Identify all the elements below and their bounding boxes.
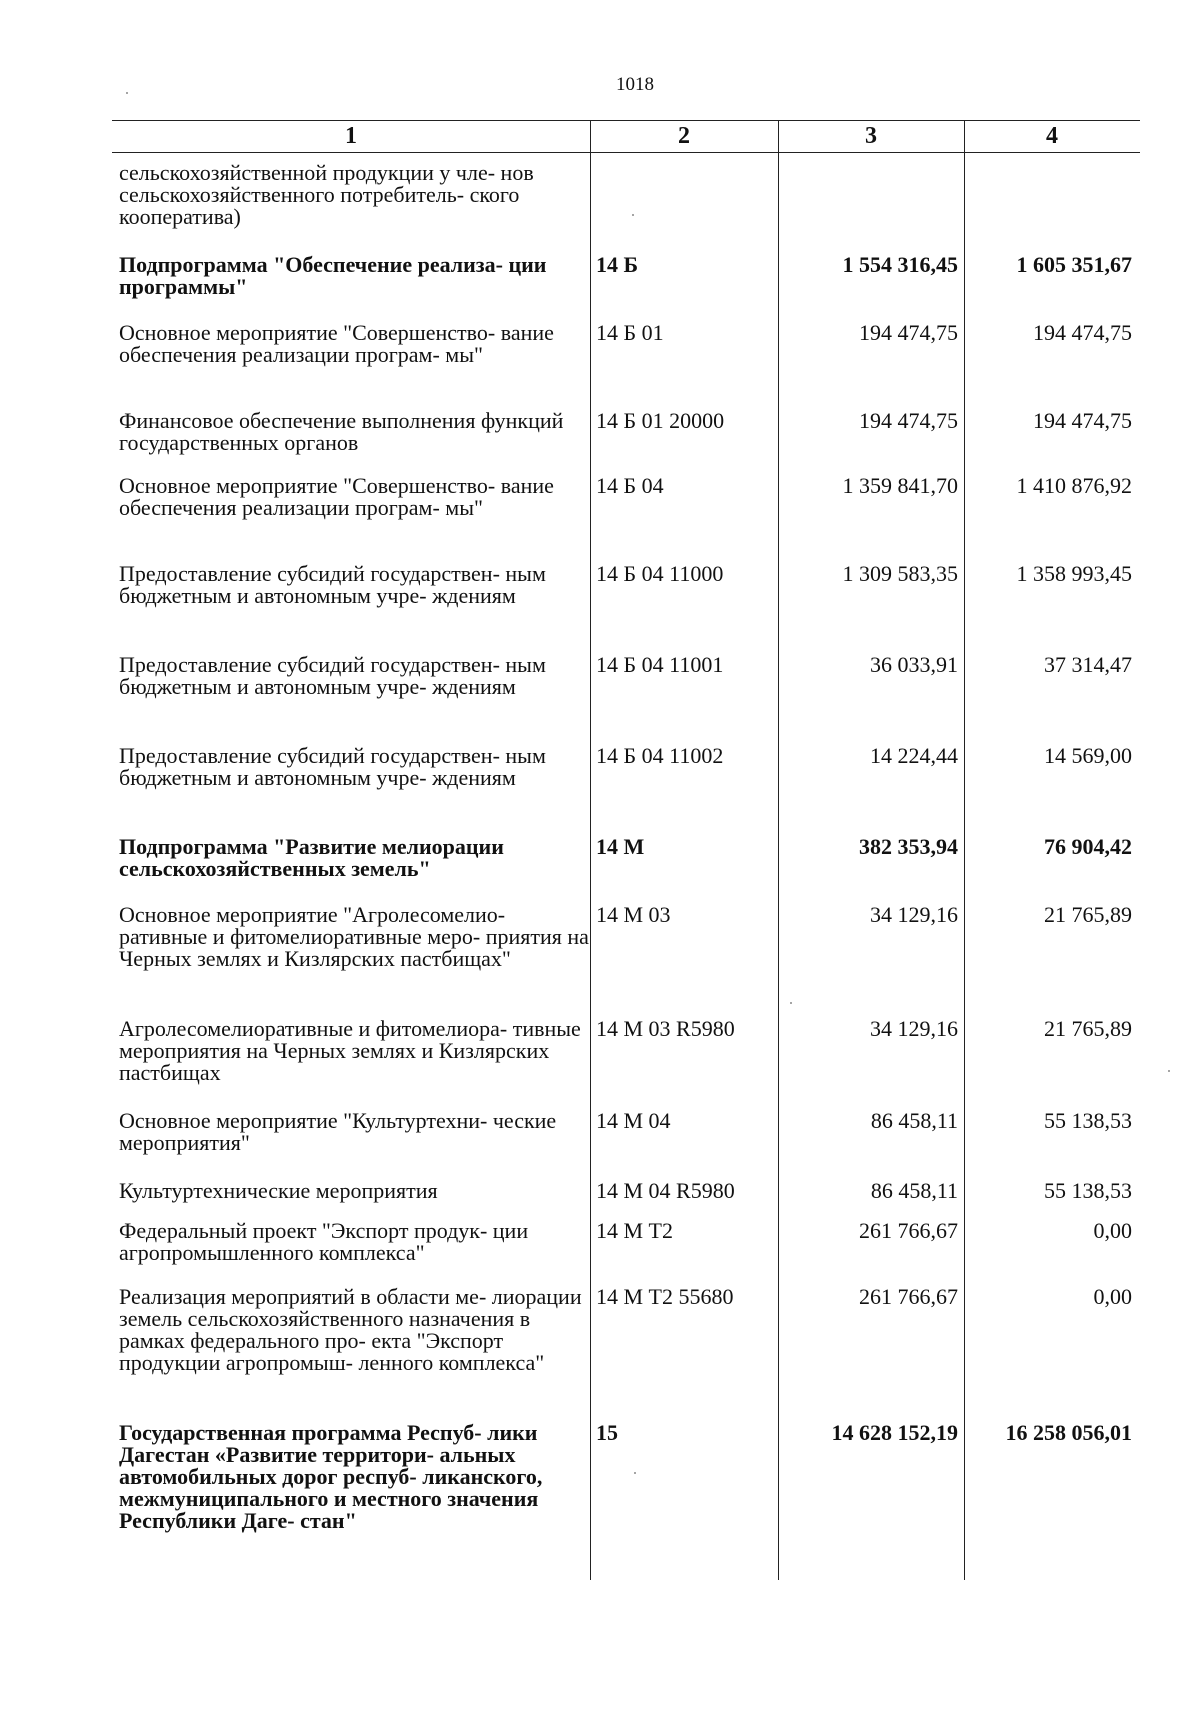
scan-speck	[1168, 1070, 1170, 1072]
row-value-4: 55 138,53	[1044, 1108, 1132, 1133]
row-code: 14 М 04	[596, 1108, 671, 1133]
column-header-4: 4	[1046, 123, 1058, 149]
row-name: Подпрограмма "Обеспечение реализа- ции программы"	[119, 252, 547, 299]
row-code: 14 Б 01 20000	[596, 408, 725, 433]
row-name: Основное мероприятие "Совершенство- вание обеспечения реализации програм- мы"	[119, 473, 554, 520]
row-value-3: 1 554 316,45	[842, 252, 958, 277]
header-bottom-rule	[112, 152, 1140, 153]
row-code: 14 М 04 R5980	[596, 1178, 735, 1203]
row-value-3: 34 129,16	[870, 902, 958, 927]
row-value-4: 14 569,00	[1044, 743, 1132, 768]
row-code: 14 Б 04	[596, 473, 664, 498]
row-value-3: 14 224,44	[870, 743, 958, 768]
row-value-3: 194 474,75	[859, 408, 958, 433]
row-value-4: 16 258 056,01	[1005, 1420, 1132, 1445]
row-value-3: 36 033,91	[870, 652, 958, 677]
row-value-3: 194 474,75	[859, 320, 958, 345]
row-value-3: 261 766,67	[859, 1218, 958, 1243]
row-value-4: 37 314,47	[1044, 652, 1132, 677]
row-value-4: 1 410 876,92	[1016, 473, 1132, 498]
row-code: 14 Б 04 11002	[596, 743, 724, 768]
row-value-4: 0,00	[1093, 1218, 1132, 1243]
row-value-4: 0,00	[1093, 1284, 1132, 1309]
row-name: Государственная программа Респуб- лики Дагестан «Развитие территори- альных автомобильных дорог респуб- ликанского, межмуниципального и местного значения Республики Даге- стан"	[119, 1420, 543, 1533]
row-value-3: 1 309 583,35	[842, 561, 958, 586]
row-value-4: 55 138,53	[1044, 1178, 1132, 1203]
row-code: 14 Б 04 11001	[596, 652, 724, 677]
column-divider	[964, 120, 965, 1580]
row-code: 15	[596, 1420, 618, 1445]
row-code: 14 Б 04 11000	[596, 561, 724, 586]
row-name: Предоставление субсидий государствен- ным бюджетным и автономным учре- ждениям	[119, 561, 546, 608]
row-name: Основное мероприятие "Совершенство- вание обеспечения реализации програм- мы"	[119, 320, 554, 367]
scan-speck	[790, 1002, 792, 1004]
row-code: 14 М Т2 55680	[596, 1284, 734, 1309]
row-name: Федеральный проект "Экспорт продук- ции агропромышленного комплекса"	[119, 1218, 529, 1265]
budget-table	[112, 120, 1140, 1580]
row-name: Финансовое обеспечение выполнения функций государственных органов	[119, 408, 564, 455]
row-value-4: 21 765,89	[1044, 1016, 1132, 1041]
row-code: 14 Б	[596, 252, 639, 277]
row-value-3: 14 628 152,19	[831, 1420, 958, 1445]
row-value-4: 1 358 993,45	[1016, 561, 1132, 586]
row-value-4: 1 605 351,67	[1016, 252, 1132, 277]
row-value-3: 34 129,16	[870, 1016, 958, 1041]
scan-speck	[634, 1472, 636, 1474]
row-value-4: 194 474,75	[1033, 408, 1132, 433]
row-value-3: 86 458,11	[870, 1178, 958, 1203]
row-name: Основное мероприятие "Культуртехни- ческие мероприятия"	[119, 1108, 557, 1155]
row-value-3: 261 766,67	[859, 1284, 958, 1309]
row-code: 14 М	[596, 834, 645, 859]
row-code: 14 Б 01	[596, 320, 664, 345]
column-header-3: 3	[865, 123, 877, 149]
column-header-1: 1	[345, 123, 357, 149]
row-code: 14 М 03 R5980	[596, 1016, 735, 1041]
row-name: Подпрограмма "Развитие мелиорации сельскохозяйственных земель"	[119, 834, 504, 881]
row-value-4: 194 474,75	[1033, 320, 1132, 345]
row-value-4: 76 904,42	[1044, 834, 1132, 859]
row-value-4: 21 765,89	[1044, 902, 1132, 927]
scan-speck	[632, 214, 634, 216]
row-code: 14 М 03	[596, 902, 671, 927]
row-name: Культуртехнические мероприятия	[119, 1178, 438, 1203]
column-header-2: 2	[678, 123, 690, 149]
scan-speck	[126, 92, 128, 94]
column-divider	[590, 120, 591, 1580]
row-name: Предоставление субсидий государствен- ным бюджетным и автономным учре- ждениям	[119, 652, 546, 699]
row-name: Реализация мероприятий в области ме- лиорации земель сельскохозяйственного назначения в рамках федерального про- екта "Экспорт продукции агропромыш- ленного комплекса"	[119, 1284, 582, 1375]
page-number: 1018	[616, 74, 654, 95]
row-code: 14 М Т2	[596, 1218, 673, 1243]
row-name: Основное мероприятие "Агролесомелио- ративные и фитомелиоративные меро- приятия на Черных землях и Кизлярских пастбищах"	[119, 902, 589, 971]
row-value-3: 1 359 841,70	[842, 473, 958, 498]
row-name: сельскохозяйственной продукции у чле- нов сельскохозяйственного потребитель- ского кооператива)	[119, 160, 534, 229]
column-divider	[778, 120, 779, 1580]
row-value-3: 382 353,94	[859, 834, 958, 859]
row-value-3: 86 458,11	[870, 1108, 958, 1133]
row-name: Предоставление субсидий государствен- ным бюджетным и автономным учре- ждениям	[119, 743, 546, 790]
row-name: Агролесомелиоративные и фитомелиора- тивные мероприятия на Черных землях и Кизлярских пастбищах	[119, 1016, 581, 1085]
